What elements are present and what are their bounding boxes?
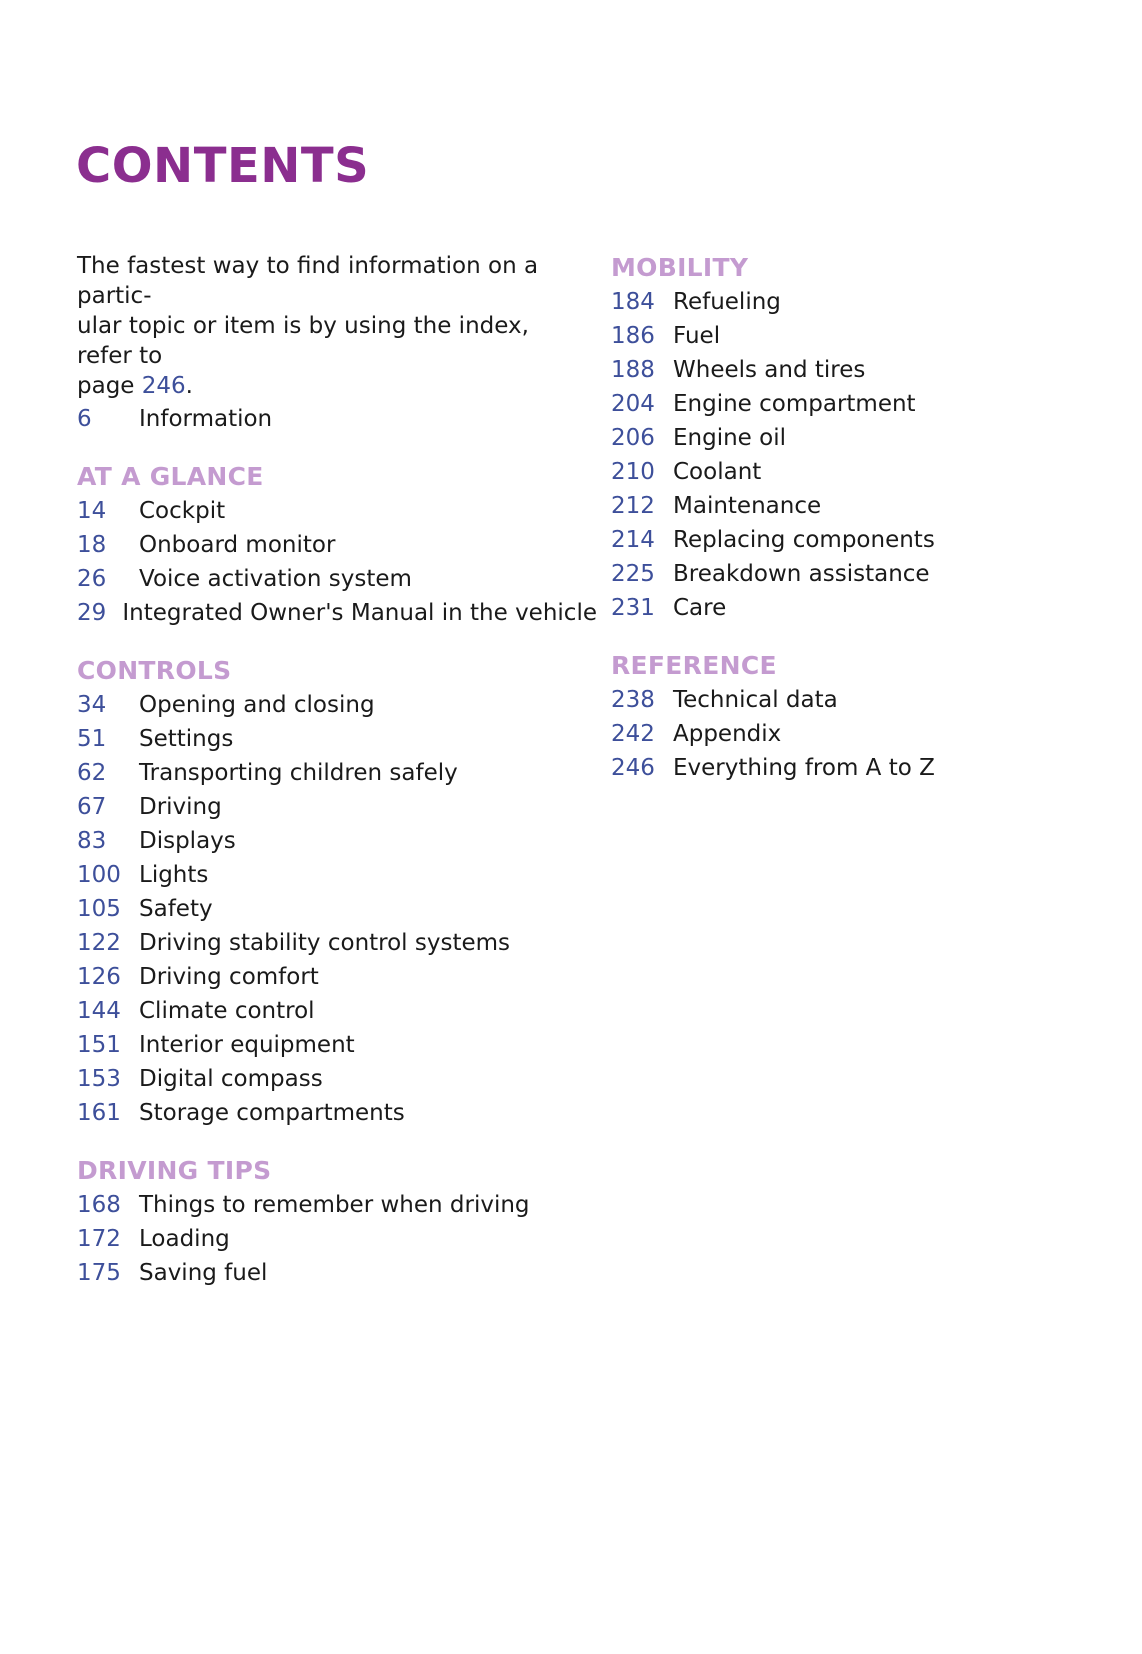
toc-page-number: 34: [77, 692, 107, 718]
section-heading: DRIVING TIPS: [77, 1156, 272, 1185]
toc-page-number: 151: [77, 1032, 121, 1058]
toc-page-number: 206: [611, 425, 655, 451]
toc-entry-label: Digital compass: [139, 1066, 323, 1092]
toc-entry[interactable]: [77, 960, 597, 994]
toc-page-number: 105: [77, 896, 121, 922]
toc-entry[interactable]: [77, 402, 597, 436]
toc-entry-label: Integrated Owner's Manual in the vehicle: [122, 600, 597, 626]
intro-line-1: The fastest way to find information on a partic-: [77, 253, 539, 309]
toc-entry[interactable]: [611, 319, 1071, 353]
toc-entry[interactable]: [77, 1028, 597, 1062]
toc-entry-label: Replacing components: [673, 527, 935, 553]
toc-page-number: 214: [611, 527, 655, 553]
toc-entry-label: Driving comfort: [139, 964, 319, 990]
toc-entry-label: Displays: [139, 828, 236, 854]
toc-entry-label: Storage compartments: [139, 1100, 405, 1126]
toc-page-number: 153: [77, 1066, 121, 1092]
toc-page-number: 188: [611, 357, 655, 383]
toc-entry-label: Lights: [139, 862, 209, 888]
toc-entry-label: Climate control: [139, 998, 315, 1024]
page-title: CONTENTS: [76, 138, 370, 194]
toc-entry-label: Fuel: [673, 323, 721, 349]
toc-entry-label: Driving: [139, 794, 222, 820]
toc-entry-label: Care: [673, 595, 727, 621]
toc-entry[interactable]: [611, 285, 1071, 319]
toc-page-number: 204: [611, 391, 655, 417]
toc-entry[interactable]: [77, 1222, 597, 1256]
toc-page-number: 6: [77, 406, 92, 432]
toc-page-number: 100: [77, 862, 121, 888]
toc-page-number: 168: [77, 1192, 121, 1218]
toc-section-at-a-glance: [77, 460, 597, 630]
toc-entry-label: Transporting children safely: [139, 760, 458, 786]
intro-line-3-suffix: .: [185, 373, 193, 399]
toc-entry[interactable]: [77, 1096, 597, 1130]
section-heading: CONTROLS: [77, 656, 232, 685]
toc-entry-label: Maintenance: [673, 493, 822, 519]
toc-entry[interactable]: [77, 824, 597, 858]
toc-entry-label: Breakdown assistance: [673, 561, 930, 587]
toc-entry[interactable]: [611, 353, 1071, 387]
toc-page-number: 225: [611, 561, 655, 587]
toc-entry-label: Engine compartment: [673, 391, 916, 417]
toc-page-number: 26: [77, 566, 107, 592]
toc-entry[interactable]: [611, 523, 1071, 557]
toc-entry-label: Onboard monitor: [139, 532, 336, 558]
toc-entry[interactable]: [611, 557, 1071, 591]
toc-entry[interactable]: [77, 688, 597, 722]
toc-entry-label: Cockpit: [139, 498, 226, 524]
toc-entry-label: Opening and closing: [139, 692, 375, 718]
toc-section-reference: [611, 649, 1071, 785]
toc-page-number: 14: [77, 498, 107, 524]
toc-entry[interactable]: [611, 751, 1071, 785]
toc-entry-label: Loading: [139, 1226, 230, 1252]
toc-page-number: 210: [611, 459, 655, 485]
toc-page-number: 161: [77, 1100, 121, 1126]
toc-page-number: 126: [77, 964, 121, 990]
toc-entry-label: Driving stability control systems: [139, 930, 511, 956]
toc-page-number: 51: [77, 726, 107, 752]
toc-entry-label: Safety: [139, 896, 213, 922]
section-heading: REFERENCE: [611, 651, 777, 680]
toc-right-column: [611, 251, 1071, 785]
section-heading: MOBILITY: [611, 253, 749, 282]
toc-entry[interactable]: [611, 387, 1071, 421]
toc-entry[interactable]: [611, 489, 1071, 523]
toc-entry[interactable]: [77, 790, 597, 824]
toc-left-column: [77, 402, 597, 1290]
toc-entry[interactable]: [77, 756, 597, 790]
toc-entry[interactable]: [77, 926, 597, 960]
toc-page-number: 246: [611, 755, 655, 781]
toc-section-controls: [77, 654, 597, 1130]
toc-page-number: 83: [77, 828, 107, 854]
toc-entry[interactable]: [77, 1188, 597, 1222]
toc-entry[interactable]: [611, 455, 1071, 489]
toc-page-number: 231: [611, 595, 655, 621]
toc-page-number: 172: [77, 1226, 121, 1252]
toc-entry-label: Voice activation system: [139, 566, 412, 592]
toc-page-number: 62: [77, 760, 107, 786]
toc-entry-label: Things to remember when driving: [139, 1192, 530, 1218]
intro-line-3-prefix: page: [77, 373, 142, 399]
toc-entry[interactable]: [611, 421, 1071, 455]
toc-page-number: 184: [611, 289, 655, 315]
toc-page-number: 29: [77, 600, 107, 626]
toc-entry-label: Information: [139, 406, 273, 432]
toc-entry-label: Engine oil: [673, 425, 786, 451]
toc-entry[interactable]: [77, 994, 597, 1028]
toc-entry[interactable]: [77, 1256, 597, 1290]
toc-entry[interactable]: [77, 596, 597, 630]
toc-entry[interactable]: [611, 717, 1071, 751]
toc-entry-label: Saving fuel: [139, 1260, 268, 1286]
toc-entry-label: Settings: [139, 726, 234, 752]
toc-page-number: 67: [77, 794, 107, 820]
toc-page-number: 175: [77, 1260, 121, 1286]
toc-entry[interactable]: [77, 1062, 597, 1096]
toc-entry-label: Appendix: [673, 721, 782, 747]
toc-page-number: 212: [611, 493, 655, 519]
index-page-link[interactable]: 246: [141, 373, 186, 399]
toc-entry[interactable]: [77, 528, 597, 562]
intro-line-2: ular topic or item is by using the index, refer to: [77, 313, 529, 369]
intro-paragraph: [77, 251, 577, 401]
toc-entry-label: Refueling: [673, 289, 781, 315]
toc-page-number: 242: [611, 721, 655, 747]
toc-entry-label: Technical data: [673, 687, 838, 713]
toc-entry[interactable]: [611, 591, 1071, 625]
toc-page-number: 144: [77, 998, 121, 1024]
toc-page-number: 238: [611, 687, 655, 713]
toc-entry[interactable]: [77, 892, 597, 926]
toc-entry-label: Interior equipment: [139, 1032, 355, 1058]
toc-entry-label: Coolant: [673, 459, 762, 485]
toc-entry[interactable]: [77, 562, 597, 596]
section-heading: AT A GLANCE: [77, 462, 264, 491]
toc-section-mobility: [611, 251, 1071, 625]
toc-entry-label: Wheels and tires: [673, 357, 866, 383]
toc-entry[interactable]: [77, 858, 597, 892]
toc-page-number: 122: [77, 930, 121, 956]
toc-entry[interactable]: [611, 683, 1071, 717]
toc-entry-label: Everything from A to Z: [673, 755, 935, 781]
toc-page-number: 186: [611, 323, 655, 349]
toc-entry[interactable]: [77, 722, 597, 756]
toc-page-number: 18: [77, 532, 107, 558]
toc-entry[interactable]: [77, 494, 597, 528]
toc-section-driving-tips: [77, 1154, 597, 1290]
